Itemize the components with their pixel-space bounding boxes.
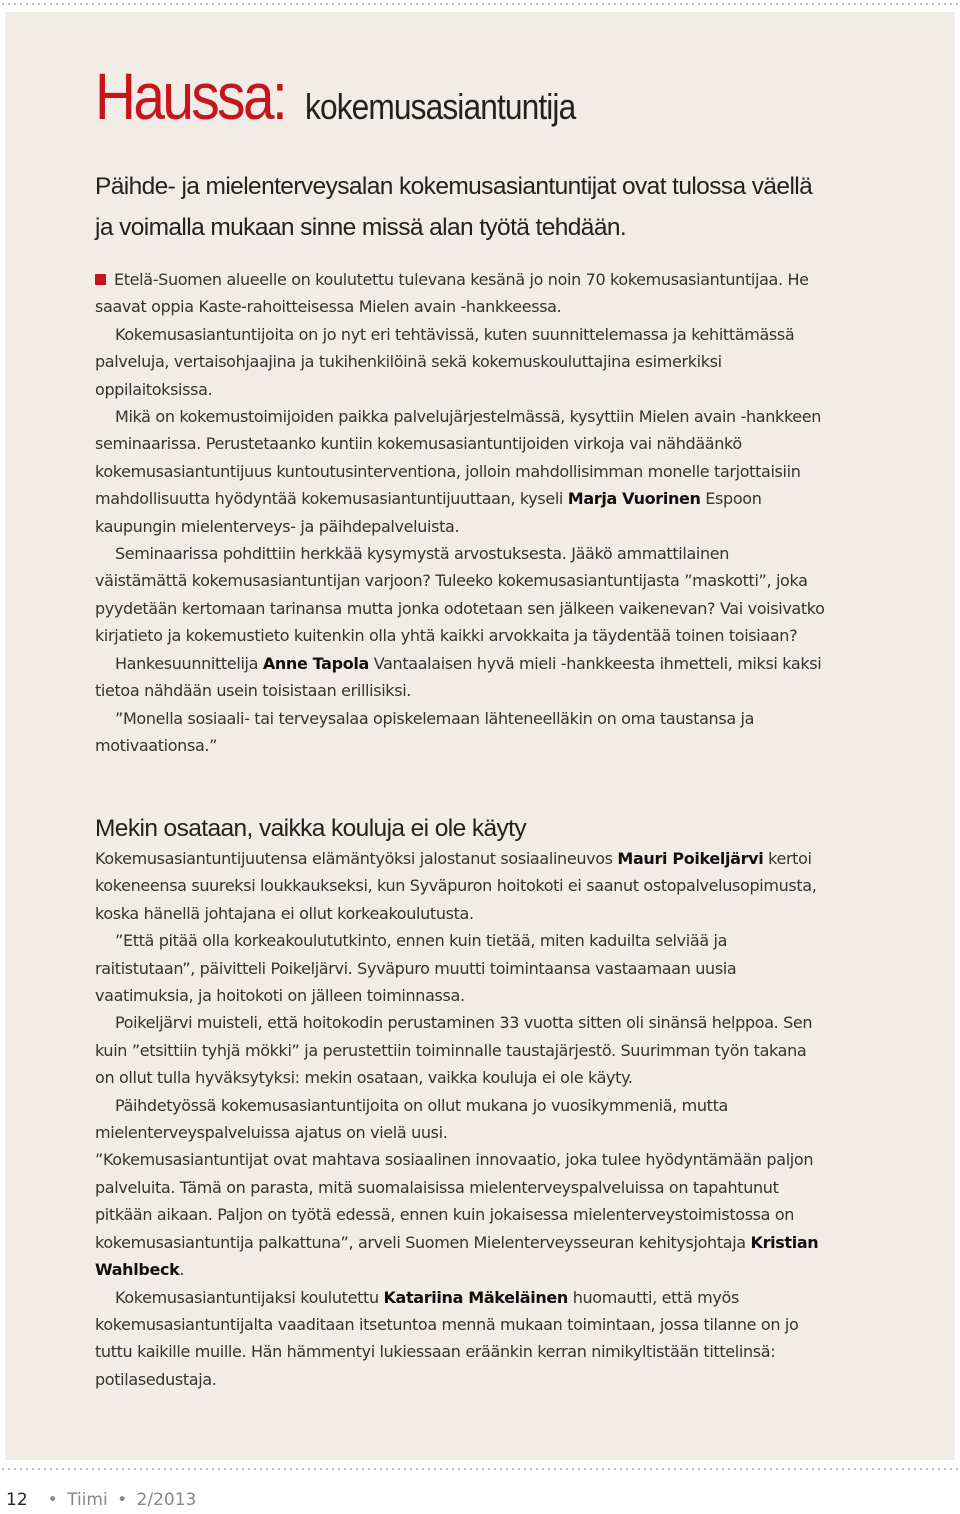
lead-paragraph: Päihde- ja mielenterveysalan kokemusasiantuntijat ovat tulossa väellä ja voimalla mukaan sinne missä alan työtä tehdään. [95, 173, 813, 241]
person-name: Anne Tapola [262, 653, 369, 673]
top-dotted-rule [0, 3, 960, 5]
person-name: Katariina Mäkeläinen [383, 1287, 568, 1307]
section-mekin-osataan [95, 845, 825, 1393]
page-title [95, 58, 612, 134]
person-name: Kristian Wahlbeck [95, 1232, 819, 1280]
paragraph: Seminaarissa pohdittiin herkkää kysymystä arvostuksesta. Jääkö ammattilainen väistämättä kokemusasiantuntijan varjoon? Tuleeko kokemusasiantuntijasta ”maskotti”, joka pyydetään kertomaan tarinansa mutta jonka odotetaan sen jälkeen vaikenevan? Vai voisivatko kirjatieto ja kokemustieto kuitenkin olla yhtä kaikki arvokkaita ja täydentää toinen toisiaan? [95, 544, 825, 646]
title-rest: kokemusasiantuntija [305, 86, 576, 127]
bottom-dotted-rule [0, 1468, 960, 1470]
paragraph: Kokemusasiantuntijaksi koulutettu Katariina Mäkeläinen huomautti, että myös kokemusasiantuntijalta vaaditaan itsetuntoa mennä mukaan toimintaan, jossa tilanne on jo tuttu kaikille muille. Hän hämmentyi lukiessaan eräänkin kerran nimikyltistään tittelinsä: potilasedustaja. [95, 1287, 799, 1389]
paragraph: Hankesuunnittelija Anne Tapola Vantaalaisen hyvä mieli -hankkeesta ihmetteli, miksi kaksi tietoa nähdään usein toisistaan erillisiksi. [95, 653, 822, 701]
page-number: 12 [6, 1490, 28, 1510]
quote-paragraph: ”Kokemusasiantuntijat ovat mahtava sosiaalinen innovaatio, joka tulee hyödyntämään paljon palveluita. Tämä on parasta, mitä suomalaisissa mielenterveyspalveluissa on tapahtunut pitkään aikaan. Paljon on työtä edessä, ennen kuin jokaisessa mielenterveystoimistossa on kokemusasiantuntija palkattuna”, arveli Suomen Mielenterveysseuran kehitysjohtaja Kristian Wahlbeck. [95, 1150, 819, 1280]
paragraph: Päihdetyössä kokemusasiantuntijoita on ollut mukana jo vuosikymmeniä, mutta mielenterveyspalveluissa ajatus on vielä uusi. [95, 1095, 728, 1143]
red-square-bullet-icon [95, 274, 106, 285]
bullet-dot-icon: • [117, 1490, 128, 1510]
paragraph: Kokemusasiantuntijoita on jo nyt eri tehtävissä, kuten suunnittelemassa ja kehittämässä palveluja, vertaisohjaajina ja tukihenkilöinä sekä kokemuskouluttajina esimerkiksi oppilaitoksissa. [95, 324, 795, 399]
person-name: Marja Vuorinen [567, 489, 701, 509]
person-name: Mauri Poikeljärvi [617, 849, 764, 868]
paragraph: Poikeljärvi muisteli, että hoitokodin perustaminen 33 vuotta sitten oli sinänsä helppoa. Sen kuin ”etsittiin tyhjä mökki” ja perustettiin toiminnalle taustajärjestö. Suurimman työn takana on ollut tulla hyväksytyksi: mekin osataan, vaikka kouluja ei ole käyty. [95, 1013, 813, 1088]
bullet-dot-icon: • [47, 1490, 58, 1510]
paragraph: Etelä-Suomen alueelle on koulutettu tulevana kesänä jo noin 70 kokemusasiantuntijaa. He saavat oppia Kaste-rahoitteisessa Mielen avain -hankkeessa. [95, 270, 809, 317]
paragraph: Mikä on kokemustoimijoiden paikka palvelujärjestelmässä, kysyttiin Mielen avain -hankkeen seminaarissa. Perustetaanko kuntiin kokemusasiantuntijoiden virkoja vai nähdäänkö kokemusasiantuntijuus kuntoutusinterventiona, jolloin mahdollisimman monelle tarjottaisiin mahdollisuutta hyödyntää kokemusasiantuntijuuttaan, kyseli Marja Vuorinen Espoon kaupungin mielenterveys- ja päihdepalveluista. [95, 407, 822, 536]
paragraph: Kokemusasiantuntijuutensa elämäntyöksi jalostanut sosiaalineuvos Mauri Poikeljärvi kertoi kokeneensa suureksi loukkaukseksi, kun Syväpuron hoitokoti ei saanut ostopalvelusopimusta, koska hänellä johtajana ei ollut korkeakoulutusta. [95, 849, 817, 923]
issue-number: 2/2013 [136, 1490, 197, 1510]
magazine-name: Tiimi [67, 1490, 108, 1510]
page-footer [6, 1490, 196, 1510]
quote-paragraph: ”Monella sosiaali- tai terveysalaa opiskelemaan lähteneelläkin on oma taustansa ja motivaationsa.” [95, 708, 755, 755]
quote-paragraph: ”Että pitää olla korkeakoulututkinto, ennen kuin tietää, miten kaduilta selviää ja raitistutaan”, päivitteli Poikeljärvi. Syväpuro muutti toimintaansa vastaamaan uusia vaatimuksia, ja hoitokoti on jälleen toiminnassa. [95, 931, 737, 1006]
section-intro [95, 266, 825, 759]
title-highlight: Haussa: [95, 59, 286, 133]
section-heading: Mekin osataan, vaikka kouluja ei ole käyty [95, 815, 527, 842]
